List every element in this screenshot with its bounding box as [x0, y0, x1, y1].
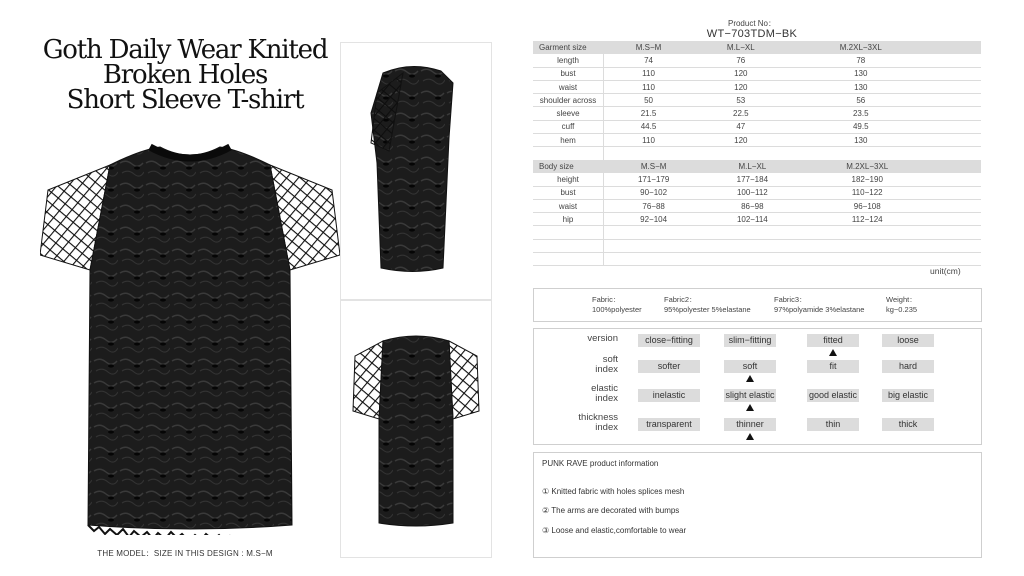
- cell: 21.5: [604, 107, 694, 120]
- row-label: bust: [533, 186, 604, 199]
- fabric-1-label: Fabric：: [592, 295, 621, 304]
- info-title: PUNK RAVE product information: [542, 459, 659, 468]
- selected-indicator-icon: [746, 433, 754, 440]
- model-caption: THE MODEL：SIZE IN THIS DESIGN : M.S−M: [97, 549, 273, 558]
- cell: 78: [789, 54, 933, 67]
- index-option: hard: [882, 360, 934, 373]
- cell: 76: [693, 54, 789, 67]
- index-option: slim−fitting: [724, 334, 776, 347]
- cell: 171−179: [604, 173, 704, 186]
- body-header-col-1: M.S−M: [604, 160, 704, 173]
- body-header-label: Body size: [533, 160, 604, 173]
- index-option: softer: [638, 360, 700, 373]
- cell: 182−190: [801, 173, 933, 186]
- cell: 74: [604, 54, 694, 67]
- fabric-3-value: 97%polyamide 3%elastane: [774, 305, 865, 314]
- index-option: soft: [724, 360, 776, 373]
- cell: 130: [789, 67, 933, 80]
- fabric-3-label: Fabric3：: [774, 295, 807, 304]
- index-option: big elastic: [882, 389, 934, 402]
- table-row: [533, 54, 981, 67]
- cell: 90−102: [604, 186, 704, 199]
- row-label: hem: [533, 134, 604, 147]
- garment-header-col-1: M.S−M: [604, 41, 694, 54]
- back-view-photo-frame: [340, 300, 492, 558]
- product-title-line-2: Broken Holes: [102, 60, 268, 90]
- cell: 102−114: [703, 213, 801, 226]
- table-row: [533, 67, 981, 80]
- row-label: bust: [533, 67, 604, 80]
- cell: 110: [604, 134, 694, 147]
- cell: 76−88: [604, 199, 704, 212]
- index-option: inelastic: [638, 389, 700, 402]
- garment-header-label: Garment size: [533, 41, 604, 54]
- body-header-col-2: M.L−XL: [703, 160, 801, 173]
- product-info-box: [533, 452, 982, 558]
- table-row: [533, 186, 981, 199]
- front-shirt-photo: [40, 135, 340, 535]
- back-shirt-photo: [341, 301, 491, 557]
- fabric-1-value: 100%polyester: [592, 305, 642, 314]
- cell: 96−108: [801, 199, 933, 212]
- row-label: waist: [533, 199, 604, 212]
- cell: 177−184: [703, 173, 801, 186]
- info-item-3: ③ Loose and elastic,comfortable to wear: [542, 526, 687, 535]
- product-number-label: Product No：: [727, 19, 777, 28]
- unit-label: unit(cm): [930, 266, 961, 276]
- fabric-2-label: Fabric2：: [664, 295, 697, 304]
- index-option: slight elastic: [725, 390, 775, 400]
- cell: 130: [789, 134, 933, 147]
- index-option: thin: [807, 418, 859, 431]
- fabric-1: [592, 295, 642, 315]
- cell: 53: [693, 94, 789, 107]
- index-label: soft index: [595, 354, 618, 375]
- info-item-1: ① Knitted fabric with holes splices mesh: [542, 487, 685, 496]
- cell: 49.5: [789, 120, 933, 133]
- table-row: [533, 134, 981, 147]
- index-label: version: [587, 333, 618, 344]
- product-number: WT−703TDM−BK: [706, 28, 798, 40]
- selected-indicator-icon: [746, 404, 754, 411]
- fabric-box: [533, 288, 982, 322]
- row-label: height: [533, 173, 604, 186]
- selected-indicator-icon: [829, 349, 837, 356]
- cell: 56: [789, 94, 933, 107]
- table-row: [533, 94, 981, 107]
- fabric-2: [664, 295, 751, 315]
- table-row: [533, 107, 981, 120]
- fabric-2-value: 95%polyester 5%elastane: [664, 305, 751, 314]
- cell: 22.5: [693, 107, 789, 120]
- info-item-2: ② The arms are decorated with bumps: [542, 506, 680, 515]
- table-row: [533, 120, 981, 133]
- product-title-line-1: Goth Daily Wear Knited: [42, 35, 328, 65]
- cell: 100−112: [703, 186, 801, 199]
- cell: 120: [693, 67, 789, 80]
- index-label: thickness index: [578, 412, 618, 433]
- weight-label: Weight：: [886, 295, 917, 304]
- cell: 120: [693, 80, 789, 93]
- row-label: sleeve: [533, 107, 604, 120]
- cell: 50: [604, 94, 694, 107]
- index-label: elastic index: [591, 383, 618, 404]
- cell: 92−104: [604, 213, 704, 226]
- body-header-col-3: M.2XL−3XL: [801, 160, 933, 173]
- cell: 130: [789, 80, 933, 93]
- cell: 23.5: [789, 107, 933, 120]
- selected-indicator-icon: [746, 375, 754, 382]
- row-label: shoulder across: [533, 94, 604, 107]
- table-row: [533, 173, 981, 186]
- table-row: [533, 80, 981, 93]
- cell: 110: [604, 67, 694, 80]
- row-label: cuff: [533, 120, 604, 133]
- cell: 120: [693, 134, 789, 147]
- weight-value: kg−0.235: [886, 305, 918, 314]
- weight: [886, 295, 917, 315]
- table-row: [533, 213, 981, 226]
- table-row: [533, 199, 981, 212]
- row-label: length: [533, 54, 604, 67]
- garment-size-table: [533, 41, 981, 161]
- row-label: waist: [533, 80, 604, 93]
- index-option: close−fitting: [638, 334, 700, 347]
- garment-header-col-2: M.L−XL: [693, 41, 789, 54]
- side-view-photo-frame: [340, 42, 492, 300]
- cell: 110: [604, 80, 694, 93]
- index-option: thinner: [724, 418, 776, 431]
- row-label: hip: [533, 213, 604, 226]
- product-title: [40, 35, 330, 115]
- body-size-table: [533, 160, 981, 266]
- index-option: transparent: [638, 418, 700, 431]
- index-option: good elastic: [808, 390, 858, 400]
- index-option: loose: [882, 334, 934, 347]
- index-option: fitted: [807, 334, 859, 347]
- cell: 112−124: [801, 213, 933, 226]
- cell: 110−122: [801, 186, 933, 199]
- body-table-header: [533, 160, 981, 173]
- index-option: thick: [882, 418, 934, 431]
- fabric-3: [774, 295, 864, 315]
- cell: 86−98: [703, 199, 801, 212]
- index-box: [533, 328, 982, 445]
- garment-table-header: [533, 41, 981, 54]
- side-shirt-photo: [341, 43, 491, 299]
- cell: 47: [693, 120, 789, 133]
- garment-header-col-3: M.2XL−3XL: [789, 41, 933, 54]
- index-option: fit: [807, 360, 859, 373]
- cell: 44.5: [604, 120, 694, 133]
- product-title-line-3: Short Sleeve T-shirt: [66, 85, 304, 115]
